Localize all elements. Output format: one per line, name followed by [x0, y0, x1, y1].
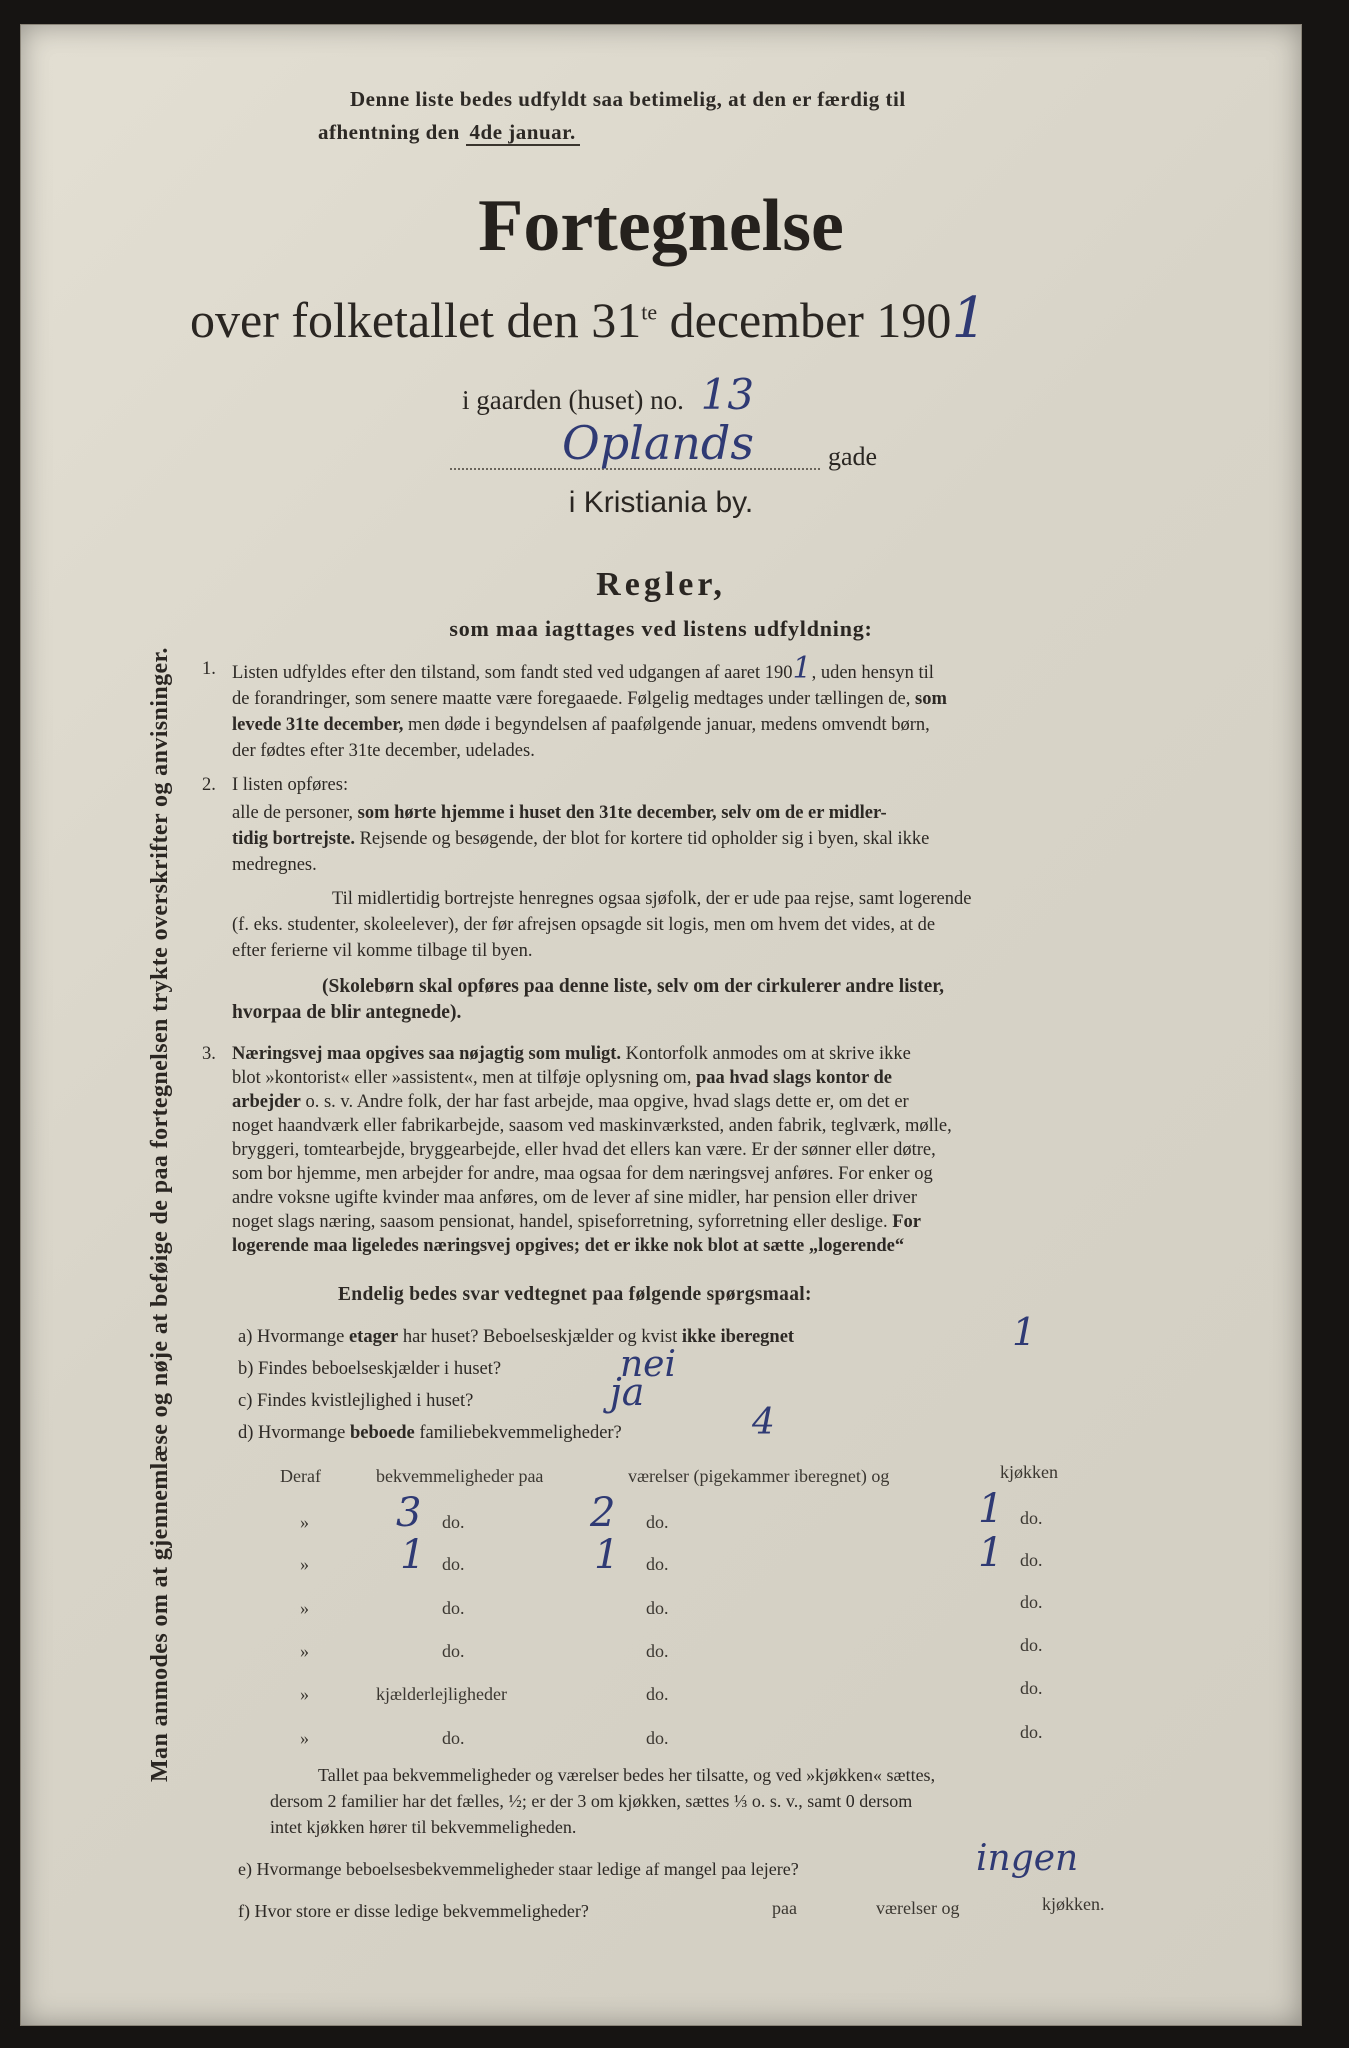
rule-1-year-handwritten: 1 [792, 651, 812, 686]
rule-3-num: 3. [202, 1044, 216, 1064]
row-do-3: do. [1020, 1508, 1043, 1528]
question-a-text-b: etager [348, 1327, 399, 1347]
rule-3-l4: noget haandværk eller fabrikarbejde, saasom ved maskinværksted, anden fabrik, teglværk, mølle, [232, 1116, 952, 1136]
questions-heading: Endelig bedes svar vedtegnet paa følgende spørgsmaal: [338, 1284, 812, 1305]
rule-2-p2l1: Til midlertidig bortrejste henregnes ogsaa sjøfolk, der er ude paa rejse, samt logerende [332, 889, 972, 909]
rule-2-p2l3: efter ferierne vil komme tilbage til byen. [232, 941, 533, 961]
row-mark: » [300, 1512, 309, 1532]
table-header-kjokken: kjøkken [1000, 1462, 1058, 1482]
question-a-text-c: har huset? Beboelseskjælder og kvist [402, 1327, 678, 1347]
question-f-letter: f) [238, 1901, 250, 1921]
rule-1-line-4: der fødtes efter 31te december, udelades. [232, 741, 535, 761]
rule-3-l3b: arbejder [232, 1092, 301, 1112]
question-c-text: Findes kvistlejlighed i huset? [257, 1391, 474, 1411]
table-note-l1: Tallet paa bekvemmeligheder og værelser bedes her tilsatte, og ved »kjøkken« sættes, [318, 1765, 936, 1785]
subtitle-prefix: over folketallet den 31 [190, 292, 642, 348]
question-b-text: Findes beboelseskjælder i huset? [258, 1359, 502, 1379]
rule-1 [202, 651, 1162, 764]
row-do-2: do. [646, 1684, 669, 1704]
row-do-3: do. [1020, 1635, 1043, 1655]
question-b [238, 1356, 501, 1382]
question-a [238, 1324, 794, 1350]
notice-line-1: Denne liste bedes udfyldt saa betimelig, at den er færdig til [350, 87, 906, 111]
row-do-1: do. [442, 1554, 465, 1574]
row-do-1: kjælderlejligheder [376, 1684, 507, 1704]
rule-2-l2: Rejsende og besøgende, der blot for kortere tid opholder sig i byen, skal ikke [359, 829, 930, 849]
row-vaer-value: 1 [594, 1532, 620, 1578]
row-kjokken-value: 1 [978, 1486, 1004, 1532]
rule-3-l7: andre voksne ugifte kvinder maa anføres, om de lever af sine midler, har pension eller driver [232, 1188, 918, 1208]
question-d-text-a: Hvormange [258, 1423, 346, 1443]
rule-2-p3l2: hvorpaa de blir antegnede). [232, 1002, 462, 1023]
row-kjokken-value: 1 [978, 1530, 1004, 1576]
row-do-3: do. [1020, 1722, 1043, 1742]
rule-3-l1: Kontorfolk anmodes om at skrive ikke [625, 1044, 911, 1064]
question-e-text: Hvormange beboelsesbekvemmeligheder staar ledige af mangel paa lejere? [256, 1859, 799, 1879]
row-do-1: do. [442, 1512, 465, 1532]
rule-1-line-2-bold: som [915, 689, 947, 709]
question-a-text-a: Hvormange [257, 1327, 345, 1347]
table-header-deraf: Deraf [280, 1466, 321, 1486]
year-digit-handwritten: 1 [951, 286, 988, 351]
table-note-l2: dersom 2 familier har det fælles, ½; er der 3 om kjøkken, sættes ⅓ o. s. v., samt 0 dersom [270, 1791, 913, 1811]
rule-1-line-3: men døde i begyndelsen af paafølgende januar, medens omvendt børn, [408, 715, 930, 735]
row-do-1: do. [442, 1728, 465, 1748]
subtitle [190, 286, 987, 351]
question-a-text-d: ikke iberegnet [681, 1327, 795, 1347]
rule-2 [202, 772, 1162, 1026]
question-d-letter: d) [238, 1423, 254, 1443]
answer-kvistlejlighed: ja [610, 1370, 645, 1414]
row-bekv-value: 3 [396, 1490, 422, 1536]
row-vaer-value: 2 [590, 1490, 616, 1536]
row-do-3: do. [1020, 1550, 1043, 1570]
rule-1-num: 1. [202, 659, 216, 679]
rule-1-text-a: Listen udfyldes efter den tilstand, som fandt sted ved udgangen af aaret 190 [232, 663, 793, 683]
question-c-letter: c) [238, 1391, 253, 1411]
rule-1-text-b: , uden hensyn til [811, 663, 934, 683]
row-do-2: do. [646, 1512, 669, 1532]
rule-3-l2b: paa hvad slags kontor de [696, 1068, 893, 1088]
city-line: i Kristiania by. [568, 486, 754, 519]
row-do-3: do. [1020, 1678, 1043, 1698]
census-form-sheet [20, 24, 1302, 2026]
rule-2-l3: medregnes. [232, 855, 317, 875]
subtitle-sup: te [641, 299, 658, 325]
answer-ledige: ingen [976, 1838, 1079, 1879]
gaarden-label: i gaarden (huset) no. [462, 385, 684, 415]
row-do-2: do. [646, 1598, 669, 1618]
notice-prefix: afhentning den [318, 120, 460, 144]
question-d-text-b: beboede [350, 1423, 415, 1443]
question-d-text-c: familiebekvemmeligheder? [419, 1423, 622, 1443]
rule-2-intro: I listen opføres: [232, 775, 349, 795]
question-f-kjokken: kjøkken. [1042, 1894, 1105, 1914]
question-f-text: Hvor store er disse ledige bekvemmeligheder? [254, 1901, 589, 1921]
question-e-letter: e) [238, 1859, 252, 1879]
question-a-letter: a) [238, 1327, 253, 1347]
row-mark: » [300, 1598, 309, 1618]
row-mark: » [300, 1684, 309, 1704]
row-do-2: do. [646, 1554, 669, 1574]
row-mark: » [300, 1554, 309, 1574]
rule-3 [202, 1042, 1162, 1258]
table-note [270, 1762, 1170, 1840]
table-header-bekvemmeligheder: bekvemmeligheder paa [376, 1466, 544, 1486]
rule-1-line-2: de forandringer, som senere maatte være foregaaede. Følgelig medtages under tællingen de, [232, 689, 911, 709]
rule-2-l1a: alle de personer, [232, 803, 353, 823]
row-mark: » [300, 1728, 309, 1748]
side-instruction-text: Man anmodes om at gjennemlæse og nøje at beføige de paa fortegnelsen trykte overskrifter og anvisninger. [147, 647, 173, 1782]
question-b-letter: b) [238, 1359, 254, 1379]
rule-3-l8: noget slags næring, saasom pensionat, handel, spiseforretning, syforretning eller deslige. [232, 1212, 888, 1232]
table-note-l3: intet kjøkken hører til bekvemmeligheden. [270, 1817, 577, 1837]
house-number: 13 [700, 370, 755, 419]
row-do-3: do. [1020, 1592, 1043, 1612]
row-bekv-value: 1 [400, 1532, 426, 1578]
table-header-vaerelser: værelser (pigekammer iberegnet) og [628, 1466, 890, 1486]
rule-2-p2l2: (f. eks. studenter, skoleelever), der før afrejsen opsagde sit logis, men om hvem det vides, at de [232, 915, 936, 935]
question-d [238, 1420, 622, 1446]
gade-label: gade [828, 442, 878, 471]
pickup-date: 4de januar. [466, 120, 580, 146]
answer-etager: 1 [1012, 1310, 1037, 1354]
subtitle-mid: december 190 [657, 292, 952, 348]
gaarden-line [462, 370, 754, 419]
question-f-vaerelser: værelser og [876, 1898, 960, 1918]
answer-familiebekvemmeligheder: 4 [752, 1402, 775, 1443]
rule-3-l8b: For [892, 1212, 921, 1232]
rule-3-l2a: blot »kontorist« eller »assistent«, men at tilføje oplysning om, [232, 1068, 692, 1088]
answer-beboelseskjaelder: nei [620, 1344, 677, 1385]
rule-3-l3: o. s. v. Andre folk, der har fast arbejde, maa opgive, hvad slags dette er, om det er [305, 1092, 909, 1112]
rule-2-p3l1: (Skolebørn skal opføres paa denne liste, selv om der cirkulerer andre lister, [322, 976, 945, 997]
rules-heading: Regler, [596, 566, 726, 603]
rule-3-l1b: Næringsvej maa opgives saa nøjagtig som muligt. [232, 1044, 622, 1064]
question-f [238, 1898, 589, 1924]
rule-1-line-3-bold: levede 31te december, [232, 715, 404, 735]
rule-2-num: 2. [202, 775, 216, 795]
row-do-2: do. [646, 1728, 669, 1748]
rule-2-l2b: tidig bortrejste. [232, 829, 355, 849]
row-mark: » [300, 1641, 309, 1661]
row-do-1: do. [442, 1641, 465, 1661]
rule-3-l6: som bor hjemme, men arbejder for andre, maa ogsaa for dem næringsvej anføres. For enker og [232, 1164, 933, 1184]
question-e [238, 1856, 799, 1882]
row-do-1: do. [442, 1598, 465, 1618]
question-c [238, 1388, 473, 1414]
street-name: Oplands [562, 416, 754, 470]
question-f-paa: paa [772, 1898, 797, 1918]
rules-subheading: som maa iagttages ved listens udfyldning: [449, 616, 873, 641]
notice-line-2 [318, 119, 580, 145]
rule-3-l9b: logerende maa ligeledes næringsvej opgives; det er ikke nok blot at sætte „logerende“ [232, 1236, 905, 1256]
page-title: Fortegnelse [478, 185, 844, 267]
rule-3-l5: bryggeri, tomtearbejde, bryggearbejde, eller hvad det ellers kan være. Er der sønner eller døtre, [232, 1140, 936, 1160]
rule-2-l1b: som hørte hjemme i huset den 31te december, selv om de er midler- [357, 803, 887, 823]
row-do-2: do. [646, 1641, 669, 1661]
